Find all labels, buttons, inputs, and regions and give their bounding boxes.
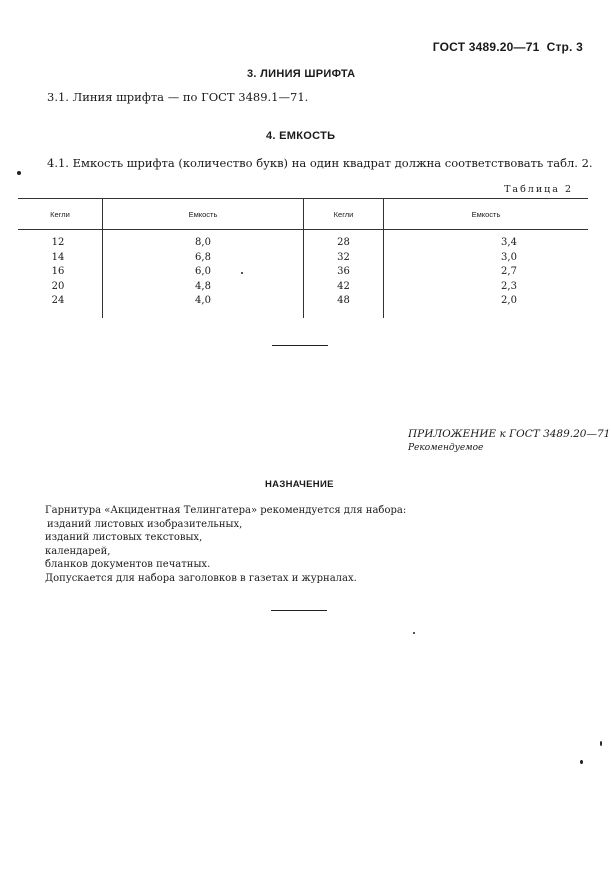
table-caption: Таблица 2	[504, 184, 573, 195]
header-emkost-right: Емкость	[471, 210, 501, 219]
appendix-title: НАЗНАЧЕНИЕ	[265, 479, 334, 490]
page-number: Стр. 3	[546, 40, 583, 54]
table-cell: 3,0	[501, 251, 517, 263]
appendix-line: Допускается для набора заголовков в газетах и журналах.	[45, 572, 357, 584]
table-cell: 2,7	[501, 266, 517, 277]
table-cell: 6,0	[195, 266, 211, 277]
column-kegli-left	[18, 236, 98, 309]
table-cell: 36	[337, 266, 350, 277]
section-4-title: 4. ЕМКОСТЬ	[266, 130, 336, 142]
appendix-label: ПРИЛОЖЕНИЕ к ГОСТ 3489.20—71	[408, 428, 611, 440]
speck	[580, 760, 583, 764]
section-3-text: 3.1. Линия шрифта — по ГОСТ 3489.1—71.	[47, 90, 309, 104]
table-cell: 42	[337, 280, 350, 292]
table-cell: 32	[337, 251, 350, 263]
appendix-body	[45, 504, 406, 585]
header-kegli-right: Кегли	[333, 210, 354, 219]
header-kegli-left: Кегли	[50, 210, 70, 219]
section-3-title: 3. ЛИНИЯ ШРИФТА	[247, 68, 356, 80]
table-cell: 2,3	[501, 280, 517, 292]
appendix-status: Рекомендуемое	[408, 443, 484, 453]
table-cell: 16	[51, 266, 65, 277]
table-cell: 48	[337, 295, 350, 306]
appendix-line: изданий листовых текстовых,	[45, 532, 203, 543]
column-emkost-left	[103, 236, 303, 309]
appendix-line: календарей,	[45, 545, 111, 557]
appendix-line: бланков документов печатных.	[45, 559, 211, 570]
appendix-line: Гарнитура «Акцидентная Телингатера» рекомендуется для набора:	[45, 505, 407, 516]
table-cell: 20	[51, 280, 65, 292]
column-emkost-right	[384, 236, 611, 309]
table-cell: 4,8	[195, 280, 211, 292]
table-cell: 12	[51, 237, 65, 248]
capacity-table	[18, 198, 588, 318]
table-cell: 6,8	[195, 251, 211, 263]
section-4-text: 4.1. Емкость шрифта (количество букв) на один квадрат должна соответствовать табл. 2.	[47, 156, 593, 170]
gost-code: ГОСТ 3489.20—71	[432, 40, 540, 54]
table-cell: 28	[337, 237, 350, 248]
speck	[413, 632, 415, 634]
header-emkost-left: Емкость	[188, 210, 218, 219]
end-separator	[271, 610, 327, 611]
table-cell: 24	[51, 295, 65, 306]
table-cell: 4,0	[195, 295, 211, 306]
page-header	[433, 40, 583, 54]
table-cell: 3,4	[501, 237, 517, 248]
column-kegli-right	[304, 236, 383, 309]
speck	[241, 272, 243, 274]
section-separator	[272, 345, 328, 346]
speck	[600, 741, 602, 746]
table-cell: 14	[51, 251, 65, 263]
speck	[17, 171, 21, 175]
table-cell: 8,0	[195, 237, 211, 248]
table-cell: 2,0	[501, 295, 517, 306]
appendix-line: изданий листовых изобразительных,	[47, 518, 243, 530]
